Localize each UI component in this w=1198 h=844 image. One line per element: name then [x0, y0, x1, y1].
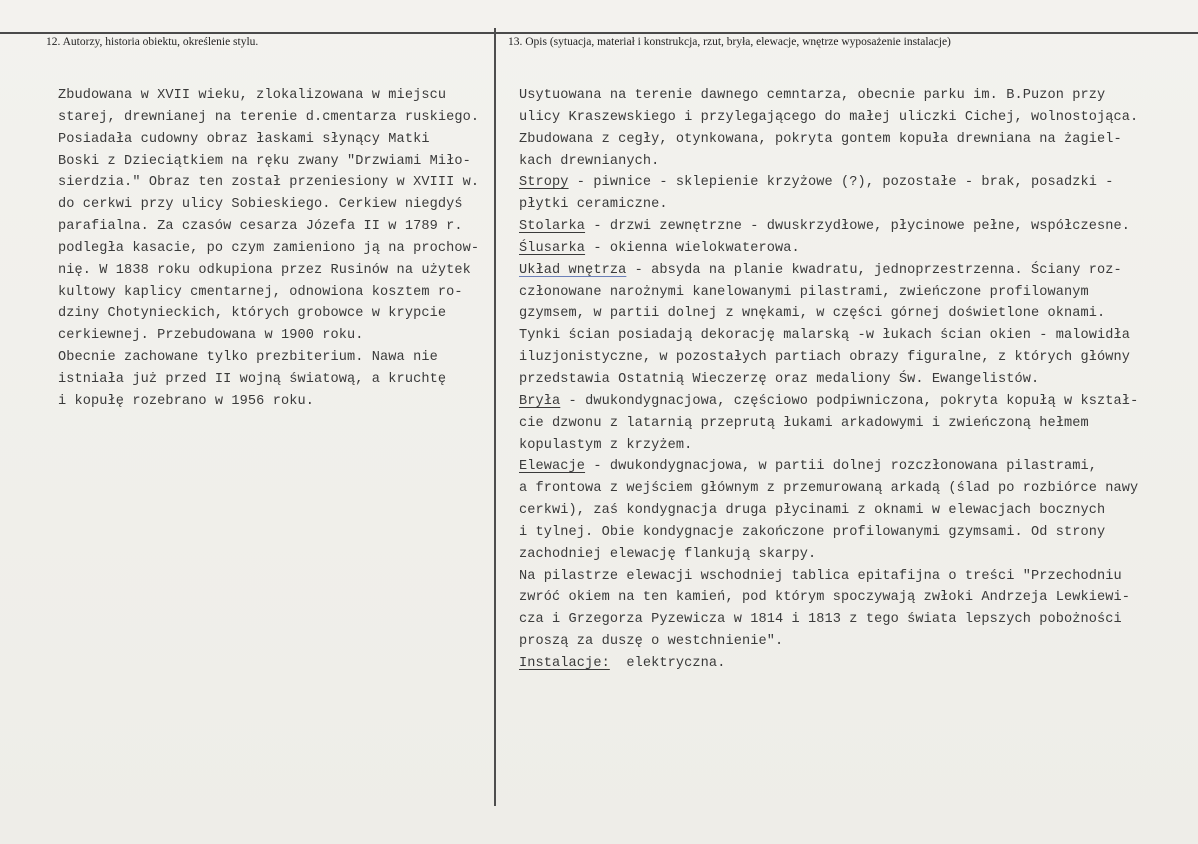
- description-text-line: [519, 172, 1138, 194]
- description-text: zwróć okiem na ten kamień, pod którym spoczywają zwłoki Andrzeja Lewkiewi-: [519, 590, 1131, 606]
- section-label: Stolarka: [519, 219, 586, 235]
- history-text-block: [58, 85, 479, 413]
- description-text: - absyda na planie kwadratu, jednoprzestrzenna. Ściany roz-: [626, 262, 1122, 278]
- section-12-heading: 12. Autorzy, historia obiektu, określenie stylu.: [46, 36, 259, 48]
- description-text-line: [519, 587, 1138, 609]
- description-text: członowane narożnymi kanelowanymi pilastrami, zwieńczone profilowanym: [519, 284, 1089, 300]
- description-text-line: [519, 194, 1138, 216]
- history-text-line: Zbudowana w XVII wieku, zlokalizowana w miejscu: [58, 88, 447, 103]
- description-text-line: [519, 282, 1138, 304]
- description-text-line: [519, 107, 1138, 129]
- description-text-line: [519, 260, 1138, 282]
- description-text: a frontowa z wejściem głównym z przemurowaną arkadą (ślad po rozbiórce nawy: [519, 481, 1139, 497]
- description-text-line: [519, 413, 1138, 435]
- description-text-line: [519, 478, 1138, 500]
- description-text: - dwukondygnacjowa, częściowo podpiwniczona, pokryta kopułą w kształ-: [560, 393, 1139, 409]
- history-text-line: Boski z Dzieciątkiem na ręku zwany "Drzwiami Miło-: [58, 153, 471, 169]
- description-text-line: [519, 151, 1138, 173]
- description-text-line: [519, 303, 1138, 325]
- history-text-line: Obecnie zachowane tylko prezbiterium. Nawa nie: [58, 350, 438, 366]
- history-text-line: do cerkwi przy ulicy Sobieskiego. Cerkiew niegdyś: [58, 197, 463, 213]
- description-text: - piwnice - sklepienie krzyżowe (?), pozostałe - brak, posadzki -: [568, 175, 1114, 191]
- description-text-line: [519, 653, 1138, 675]
- description-text: przedstawia Ostatnią Wieczerzę oraz medaliony Św. Ewangelistów.: [519, 371, 1040, 387]
- description-text-line: [519, 369, 1138, 391]
- history-text-line: parafialna. Za czasów cesarza Józefa II w 1789 r.: [58, 219, 463, 235]
- description-text-line: [519, 566, 1138, 588]
- description-text-line: [519, 522, 1138, 544]
- description-text: Tynki ścian posiadają dekorację malarską -w łukach ścian okien - malowidła: [519, 328, 1131, 344]
- description-text: proszą za duszę o westchnienie".: [519, 634, 784, 650]
- description-text: kach drewnianych.: [519, 153, 660, 169]
- history-text-line: cerkiewnej. Przebudowana w 1900 roku.: [58, 328, 364, 344]
- section-label: Stropy: [519, 175, 569, 191]
- history-text-line: Posiadała cudowny obraz łaskami słynący Matki: [58, 131, 430, 147]
- description-text: - dwukondygnacjowa, w partii dolnej rozczłonowana pilastrami,: [585, 459, 1098, 475]
- description-text-line: [519, 544, 1138, 566]
- description-text-line: [519, 391, 1138, 413]
- history-text-line: kultowy kaplicy cmentarnej, odnowiona kosztem ro-: [58, 284, 463, 300]
- top-rule: [0, 32, 1198, 34]
- history-text-line: sierdzia." Obraz ten został przeniesiony w XVIII w.: [58, 175, 480, 191]
- description-text: zachodniej elewację flankują skarpy.: [519, 546, 817, 562]
- description-text: płytki ceramiczne.: [519, 197, 668, 213]
- history-text-line: istniała już przed II wojną światową, a kruchtę: [58, 371, 447, 387]
- description-text-line: [519, 325, 1138, 347]
- history-text-line: dziny Chotynieckich, których grobowce w krypcie: [58, 306, 447, 322]
- description-text-line: [519, 456, 1138, 478]
- description-text-line: [519, 85, 1138, 107]
- section-label: Bryła: [519, 393, 561, 409]
- history-text-line: podległa kasacie, po czym zamieniono ją na prochow-: [58, 240, 480, 256]
- description-text-line: [519, 216, 1138, 238]
- description-text-line: [519, 347, 1138, 369]
- description-text-line: [519, 238, 1138, 260]
- description-text: - drzwi zewnętrzne - dwuskrzydłowe, płycinowe pełne, współczesne.: [585, 219, 1131, 235]
- description-text-line: [519, 435, 1138, 457]
- description-text: - okienna wielokwaterowa.: [585, 240, 800, 256]
- history-text-line: starej, drewnianej na terenie d.cmentarza ruskiego.: [58, 109, 480, 125]
- description-text: cza i Grzegorza Pyzewicza w 1814 i 1813 z tego świata lepszych pobożności: [519, 612, 1122, 628]
- description-text: Zbudowana z cegły, otynkowana, pokryta gontem kopuła drewniana na żagiel-: [519, 131, 1122, 147]
- section-label: Ślusarka: [519, 240, 586, 256]
- description-text: gzymsem, w partii dolnej z wnękami, w części górnej doświetlone oknami.: [519, 306, 1106, 322]
- description-text-line: [519, 129, 1138, 151]
- description-text-block: [519, 85, 1138, 675]
- section-label: Elewacje: [519, 459, 586, 475]
- description-text-line: [519, 631, 1138, 653]
- description-text: elektryczna.: [609, 655, 726, 671]
- description-text: i tylnej. Obie kondygnacje zakończone profilowanymi gzymsami. Od strony: [519, 524, 1106, 540]
- section-label: Instalacje:: [519, 655, 610, 671]
- description-text: Usytuowana na terenie dawnego cemntarza, obecnie parku im. B.Puzon przy: [519, 88, 1106, 103]
- description-text: kopulastym z krzyżem.: [519, 437, 693, 453]
- section-13-heading: 13. Opis (sytuacja, materiał i konstrukcja, rzut, bryła, elewacje, wnętrze wyposażenie instalacje): [508, 36, 951, 48]
- history-text-line: i kopułę rozebrano w 1956 roku.: [58, 393, 314, 409]
- description-text: cie dzwonu z latarnią przeprutą łukami arkadowymi i zwieńczoną hełmem: [519, 415, 1089, 431]
- description-text-line: [519, 500, 1138, 522]
- description-text: cerkwi), zaś kondygnacja druga płycinami z oknami w elewacjach bocznych: [519, 503, 1106, 519]
- description-text: Na pilastrze elewacji wschodniej tablica epitafijna o treści "Przechodniu: [519, 568, 1122, 584]
- description-text: iluzjonistyczne, w pozostałych partiach obrazy figuralne, z których główny: [519, 350, 1131, 366]
- column-divider: [494, 28, 496, 806]
- section-label: Układ wnętrza: [519, 262, 627, 278]
- history-text-line: nię. W 1838 roku odkupiona przez Rusinów na użytek: [58, 262, 471, 278]
- description-text-line: [519, 609, 1138, 631]
- description-text: ulicy Kraszewskiego i przylegającego do małej uliczki Cichej, wolnostojąca.: [519, 109, 1139, 125]
